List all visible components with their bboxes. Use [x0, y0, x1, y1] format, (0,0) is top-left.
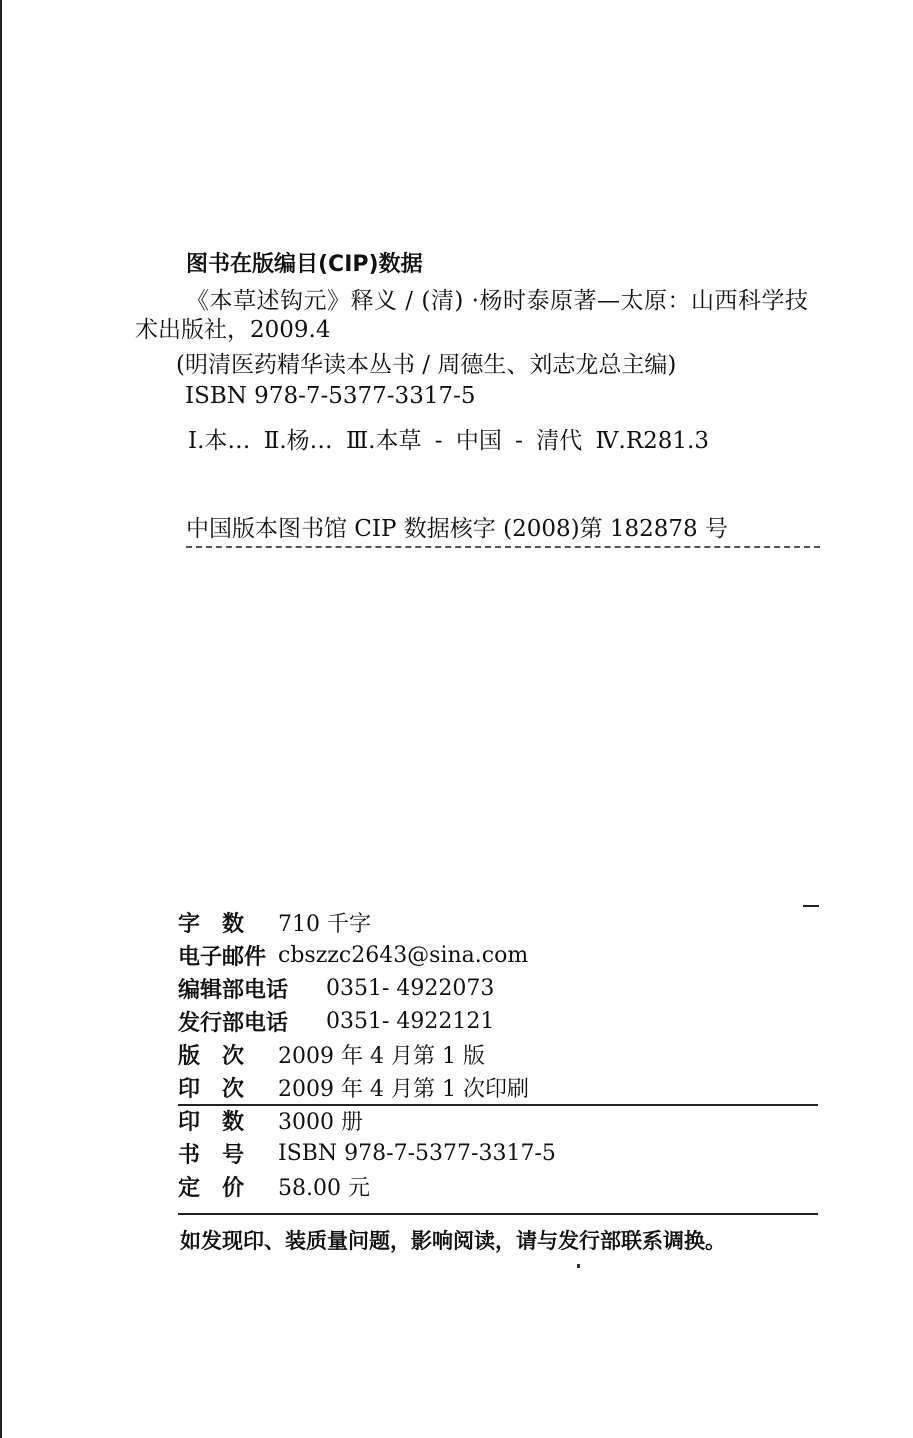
info-value: cbszzc2643@sina.com [278, 943, 529, 968]
dashed-divider [186, 546, 820, 548]
info-row-book-number [178, 1137, 556, 1170]
cip-record-number: 中国版本图书馆 CIP 数据核字 (2008)第 182878 号 [186, 516, 728, 542]
info-label: 发行部电话 [178, 1011, 289, 1036]
info-value: 2009 年 4 月第 1 次印刷 [278, 1077, 529, 1102]
info-value: 3000 册 [278, 1110, 363, 1135]
info-label: 字 数 [178, 912, 245, 937]
info-value: 0351- 4922121 [326, 1009, 495, 1034]
cip-title-line-1: 《本草述钩元》释义 / (清) ·杨时泰原著—太原：山西科学技 [186, 288, 809, 314]
info-row-printing [178, 1071, 556, 1104]
info-value: 710 千字 [278, 912, 371, 937]
info-row-edition [178, 1038, 556, 1071]
cip-classification: Ⅰ.本… Ⅱ.杨… Ⅲ.本草 - 中国 - 清代 Ⅳ.R281.3 [188, 428, 710, 454]
cip-isbn: ISBN 978-7-5377-3317-5 [185, 383, 476, 409]
info-label: 印 数 [178, 1110, 245, 1135]
info-row-email [178, 939, 556, 972]
print-speck [577, 1264, 580, 1268]
cip-title-line-2: 术出版社，2009.4 [135, 317, 331, 343]
cip-heading: 图书在版编目(CIP)数据 [186, 252, 423, 277]
rule-after-printing [178, 1104, 818, 1106]
info-row-word-count [178, 906, 556, 939]
info-row-editorial-phone [178, 972, 556, 1005]
info-row-print-run [178, 1104, 556, 1137]
info-value: 58.00 元 [278, 1176, 370, 1201]
info-label: 编辑部电话 [178, 978, 289, 1003]
info-value: 2009 年 4 月第 1 版 [278, 1044, 485, 1069]
cip-series: (明清医药精华读本丛书 / 周德生、刘志龙总主编) [176, 352, 677, 378]
replacement-notice: 如发现印、装质量问题，影响阅读，请与发行部联系调换。 [180, 1229, 726, 1253]
info-label: 定 价 [178, 1176, 245, 1201]
info-label: 电子邮件 [178, 945, 267, 970]
corner-mark [803, 905, 819, 907]
info-label: 版 次 [178, 1044, 245, 1069]
publication-info-table [178, 906, 556, 1203]
info-row-price [178, 1170, 556, 1203]
info-row-distribution-phone [178, 1005, 556, 1038]
info-value: ISBN 978-7-5377-3317-5 [278, 1141, 556, 1166]
info-label: 印 次 [178, 1077, 245, 1102]
rule-after-price [178, 1213, 818, 1215]
info-value: 0351- 4922073 [326, 976, 495, 1001]
info-label: 书 号 [178, 1143, 245, 1168]
page-left-border [0, 0, 2, 1438]
